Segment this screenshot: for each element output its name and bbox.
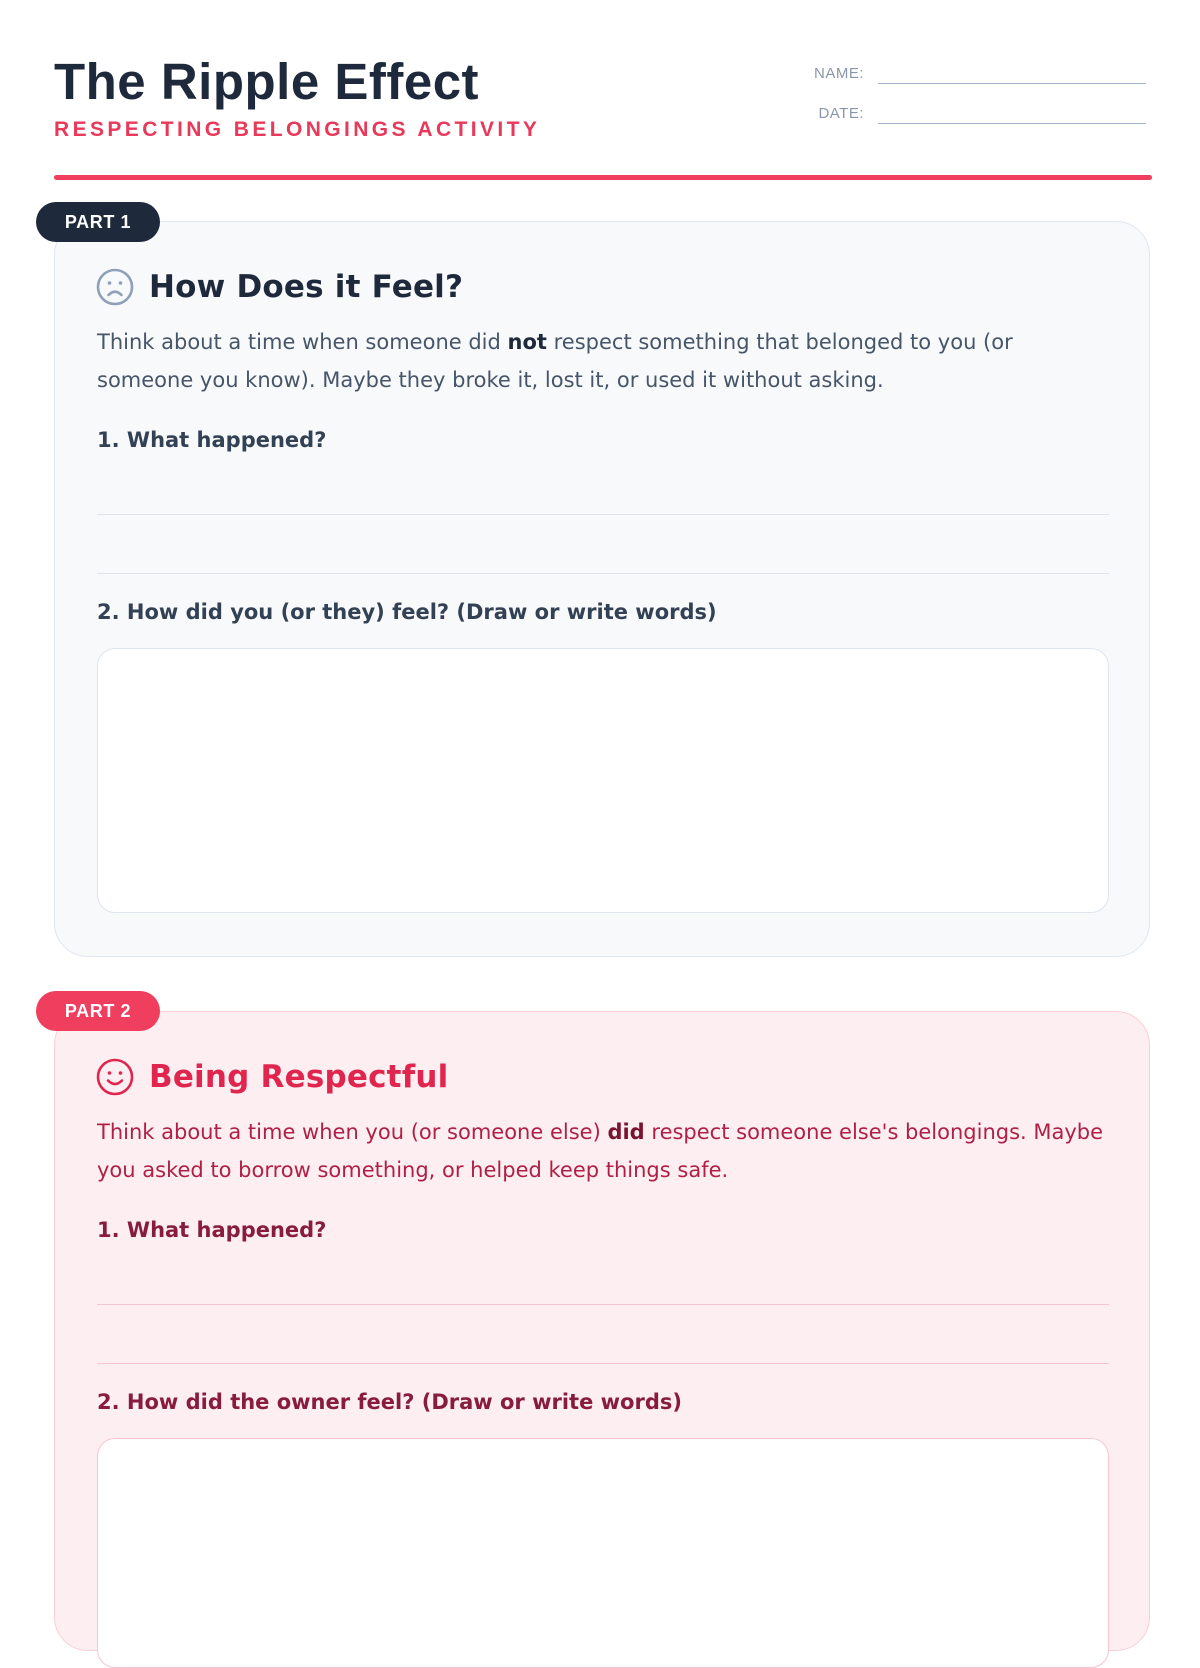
part1-drawing-box[interactable] (97, 648, 1109, 913)
part1-question2: 2. How did you (or they) feel? (Draw or write words) (97, 600, 717, 624)
part1-intro-text: Think about a time when someone did (97, 330, 508, 354)
part2-intro-text: Think about a time when you (or someone else) (97, 1120, 608, 1144)
name-label: NAME: (813, 65, 864, 82)
date-label: DATE: (818, 105, 864, 122)
part2-intro-text-end: respect someone else's belongings. Maybe you asked to borrow something, or helped keep things safe. (97, 1120, 1104, 1182)
part1-question1: 1. What happened? (97, 428, 327, 452)
part2-heading (95, 1057, 448, 1097)
part2-intro-emphasis: did (607, 1120, 645, 1144)
smile-face-icon (95, 1057, 135, 1097)
part2-answer-line[interactable] (97, 1363, 1109, 1364)
frown-face-icon (95, 267, 135, 307)
part1-card (54, 221, 1150, 957)
part1-answer-line[interactable] (97, 573, 1109, 574)
part2-intro (97, 1113, 1107, 1189)
part1-answer-line[interactable] (97, 514, 1109, 515)
part2-title: Being Respectful (149, 1059, 449, 1095)
part1-intro-emphasis: not (507, 330, 547, 354)
worksheet-header (54, 52, 1146, 182)
part1-badge: PART 1 (36, 202, 160, 242)
date-field[interactable] (878, 123, 1146, 124)
header-divider (54, 175, 1152, 180)
part1-title: How Does it Feel? (149, 269, 464, 305)
worksheet-title: The Ripple Effect (54, 53, 480, 110)
part2-card (54, 1011, 1150, 1651)
part1-intro (97, 323, 1107, 399)
part2-badge: PART 2 (36, 991, 160, 1031)
part1-heading (95, 267, 463, 307)
date-row (806, 96, 1146, 126)
part1-intro-text-end: respect something that belonged to you (or someone you know). Maybe they broke it, lost it, or used it without asking. (97, 330, 1013, 392)
name-field[interactable] (878, 83, 1146, 84)
part2-question2: 2. How did the owner feel? (Draw or write words) (97, 1390, 682, 1414)
worksheet-subtitle: RESPECTING BELONGINGS ACTIVITY (54, 118, 541, 141)
part2-answer-line[interactable] (97, 1304, 1109, 1305)
name-row (806, 56, 1146, 86)
part2-drawing-box[interactable] (97, 1438, 1109, 1668)
part2-question1: 1. What happened? (97, 1218, 327, 1242)
